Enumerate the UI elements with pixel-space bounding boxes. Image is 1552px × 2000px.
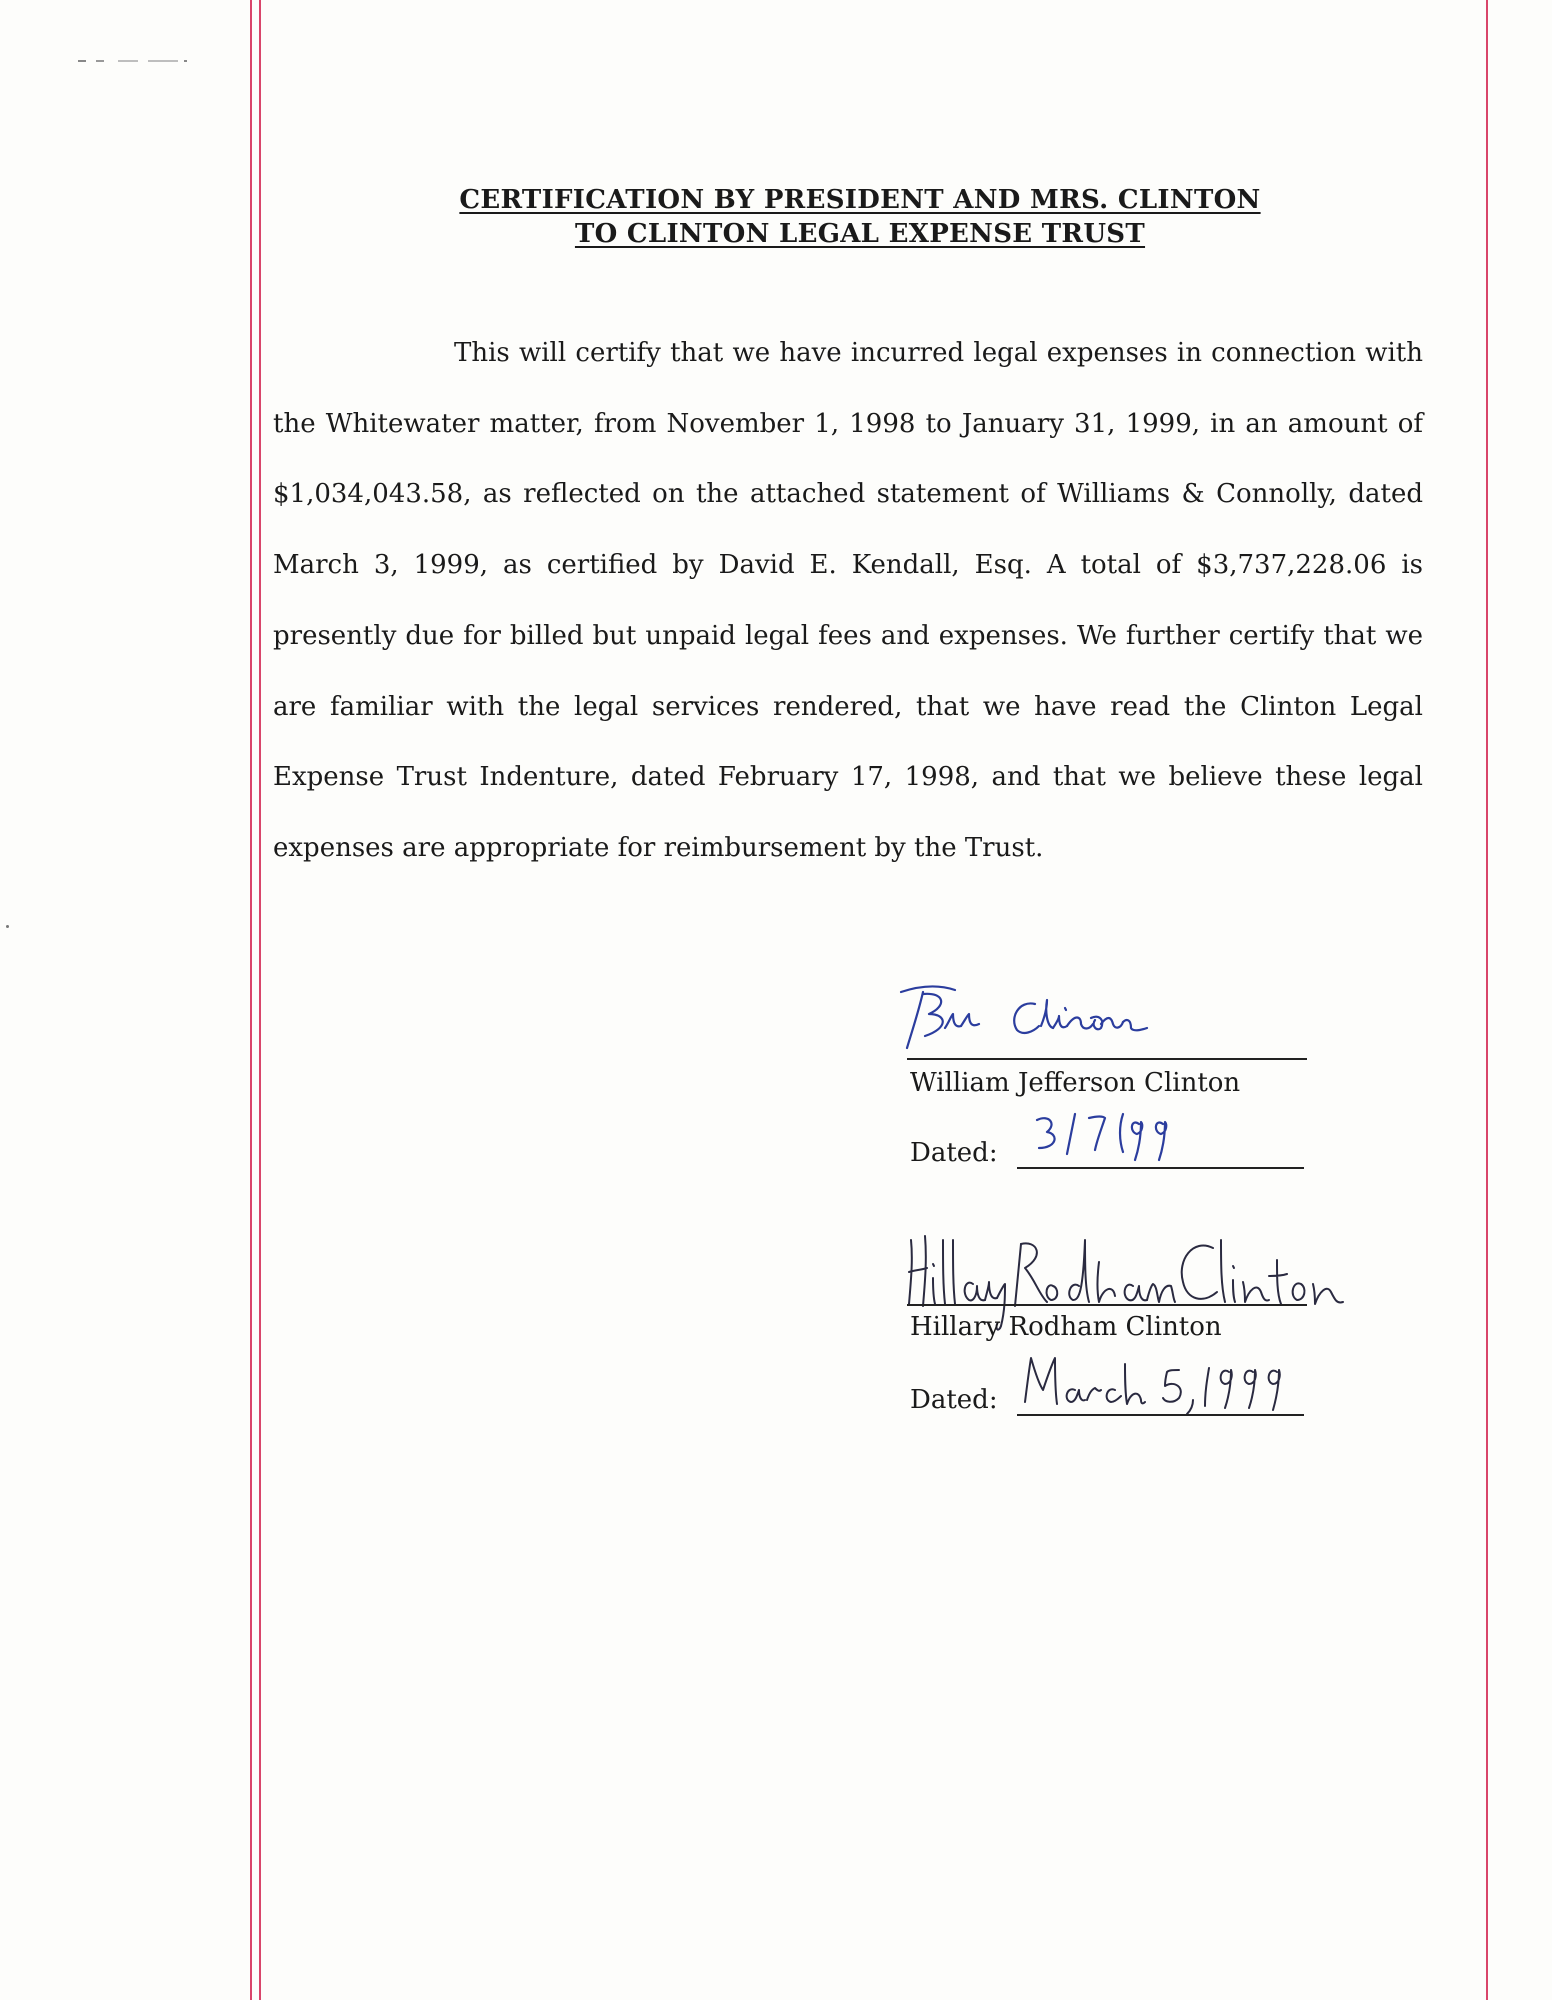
left-margin-rule bbox=[250, 0, 261, 2000]
signer-name-1: William Jefferson Clinton bbox=[910, 1068, 1241, 1098]
right-margin-rule bbox=[1486, 0, 1488, 2000]
signature-line-1 bbox=[907, 1058, 1307, 1060]
signature-bill-clinton bbox=[895, 980, 1225, 1060]
date-line-2 bbox=[1017, 1414, 1304, 1416]
scan-artifact bbox=[78, 58, 188, 64]
dated-label-1: Dated: bbox=[910, 1138, 998, 1168]
handwritten-date-2 bbox=[1017, 1350, 1287, 1420]
date-line-1 bbox=[1017, 1167, 1304, 1169]
dated-label-2: Dated: bbox=[910, 1385, 998, 1415]
certification-paragraph: This will certify that we have incurred legal expenses in connection with the Whitewater matter, from November 1, 1998 to January 31, 1999, in an amount of $1,034,043.58, as reflected on the attached statement of Williams & Connolly, dated March 3, 1999, as certified by David E. Kendall, Esq. A total of $3,737,228.06 is presently due for billed but unpaid legal fees and expenses. We further certify that we are familiar with the legal services rendered, that we have read the Clinton Legal Expense Trust Indenture, dated February 17, 1998, and that we believe these legal expenses are appropriate for reimbursement by the Trust. bbox=[273, 338, 1423, 863]
handwritten-date-1 bbox=[1025, 1110, 1235, 1170]
signature-line-2 bbox=[907, 1304, 1307, 1306]
document-heading bbox=[300, 183, 1420, 251]
heading-line-1: CERTIFICATION BY PRESIDENT AND MRS. CLINTON bbox=[459, 185, 1261, 215]
scan-speck bbox=[6, 925, 9, 928]
heading-line-2: TO CLINTON LEGAL EXPENSE TRUST bbox=[574, 219, 1146, 249]
signer-name-2: Hillary Rodham Clinton bbox=[910, 1312, 1222, 1342]
